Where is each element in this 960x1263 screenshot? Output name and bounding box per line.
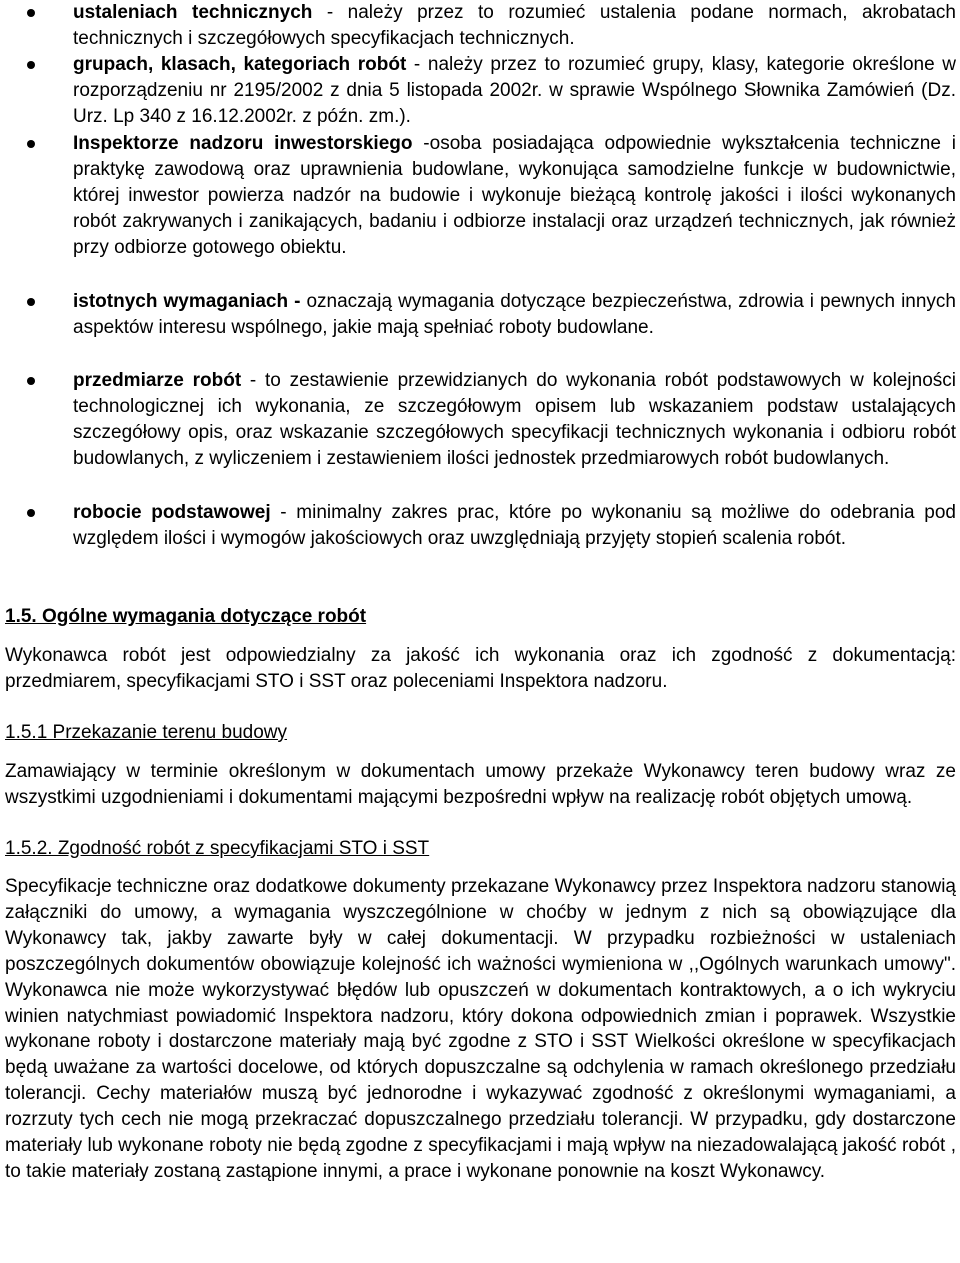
definition-text: - to zestawienie przewidzianych do wykonania robót podstawowych w kolejności technologicznej ich wykonania, ze szczegółowym opisem lub wskazaniem podstaw ustalających szczegółowy opis, oraz wskazanie szczegółowych specyfikacji technicznych wykonania i odbioru robót budowlanych, z wyliczeniem i zestawieniem ilości jednostek przedmiarowych robót budowlanych. (73, 370, 956, 469)
definition-term: grupach, klasach, kategoriach robót (73, 54, 407, 75)
section-heading-1-5: 1.5. Ogólne wymagania dotyczące robót (5, 606, 367, 627)
definition-item (73, 289, 956, 341)
definition-text: - należy przez to rozumieć ustalenia podane normach, akrobatach technicznych i szczegółowych specyfikacjach technicznych. (73, 2, 956, 49)
section-paragraph-1-5-2: Specyfikacje techniczne oraz dodatkowe dokumenty przekazane Wykonawcy przez Inspektora nadzoru stanowią załączniki do umowy, a wymagania wyszczególnione w choćby w jednym z nich są obowiązujące dla Wykonawcy tak, jakby zawarte były w całej dokumentacji. W przypadku rozbieżności w ustaleniach poszczególnych dokumentów obowiązuje kolejność ich ważności wymieniona w ,,Ogólnych warunkach umowy". Wykonawca nie może wykorzystywać błędów lub opuszczeń w dokumentach kontraktowych, a o ich wykryciu winien natychmiast powiadomić Inspektora nadzoru, który dokona odpowiednich zmian i poprawek. Wszystkie wykonane roboty i dostarczone materiały mają być zgodne z STO i SST Wielkości określone w specyfikacjach będą uważane za wartości docelowe, od których dopuszczalne są odchylenia w ramach określonego przedziału tolerancji. Cechy materiałów muszą być jednorodne i wykazywać zgodność z określonymi wymaganiami, a rozrzuty tych cech nie mogą przekraczać dopuszczalnego przedziału tolerancji. W przypadku, gdy dostarczone materiały lub wykonane roboty nie będą zgodne z specyfikacjami i mają wpływ na niezadowalającą jakość robót , to takie materiały zostaną zastąpione innymi, a prace i wykonane ponownie na koszt Wykonawcy. (5, 876, 956, 1182)
bullet-icon (27, 509, 35, 517)
definition-term: Inspektorze nadzoru inwestorskiego (73, 133, 413, 154)
section-paragraph-1-5-1: Zamawiający w terminie określonym w dokumentach umowy przekaże Wykonawcy teren budowy wraz ze wszystkimi uzgodnieniami i dokumentami mającymi bezpośredni wpływ na realizację robót objętych umową. (5, 761, 956, 808)
definition-text: - należy przez to rozumieć grupy, klasy, kategorie określone w rozporządzeniu nr 2195/2002 z dnia 5 listopada 2002r. w sprawie Wspólnego Słownika Zamówień (Dz. Urz. Lp 340 z 16.12.2002r. z późn. zm.). (73, 54, 956, 127)
definition-term: robocie podstawowej (73, 502, 271, 523)
definition-item (73, 0, 956, 52)
definition-item (73, 368, 956, 472)
definition-item (73, 131, 956, 261)
bullet-icon (27, 298, 35, 306)
bullet-icon (27, 377, 35, 385)
section-heading-1-5-2: 1.5.2. Zgodność robót z specyfikacjami STO i SST (5, 838, 430, 859)
definition-term: przedmiarze robót (73, 370, 242, 391)
section-paragraph-1-5: Wykonawca robót jest odpowiedzialny za jakość ich wykonania oraz ich zgodność z dokumentacją: przedmiarem, specyfikacjami STO i SST oraz poleceniami Inspektora nadzoru. (5, 645, 956, 692)
bullet-icon (27, 140, 35, 148)
section-heading-1-5-1: 1.5.1 Przekazanie terenu budowy (5, 722, 288, 743)
definition-text: - minimalny zakres prac, które po wykonaniu są możliwe do odebrania pod względem ilości i wymogów jakościowych oraz uwzględniają przyjęty stopień scalenia robót. (73, 502, 956, 549)
definition-text: -osoba posiadająca odpowiednie wykształcenia techniczne i praktykę zawodową oraz uprawnienia budowlane, wykonująca samodzielne funkcje w budownictwie, której inwestor powierza nadzór na budowie i wykonuje bieżącą kontrolę jakości i ilości wykonanych robót zakrywanych i zanikających, badaniu i odbiorze instalacji oraz urządzeń technicznych, jak również przy odbiorze gotowego obiektu. (73, 133, 956, 258)
definition-term: ustaleniach technicznych (73, 2, 313, 23)
definition-text: oznaczają wymagania dotyczące bezpieczeństwa, zdrowia i pewnych innych aspektów interesu wspólnego, jakie mają spełniać roboty budowlane. (73, 291, 956, 338)
bullet-icon (27, 9, 35, 17)
definition-item (73, 52, 956, 130)
definition-term: istotnych wymaganiach - (73, 291, 301, 312)
definition-item (73, 500, 956, 552)
bullet-icon (27, 61, 35, 69)
